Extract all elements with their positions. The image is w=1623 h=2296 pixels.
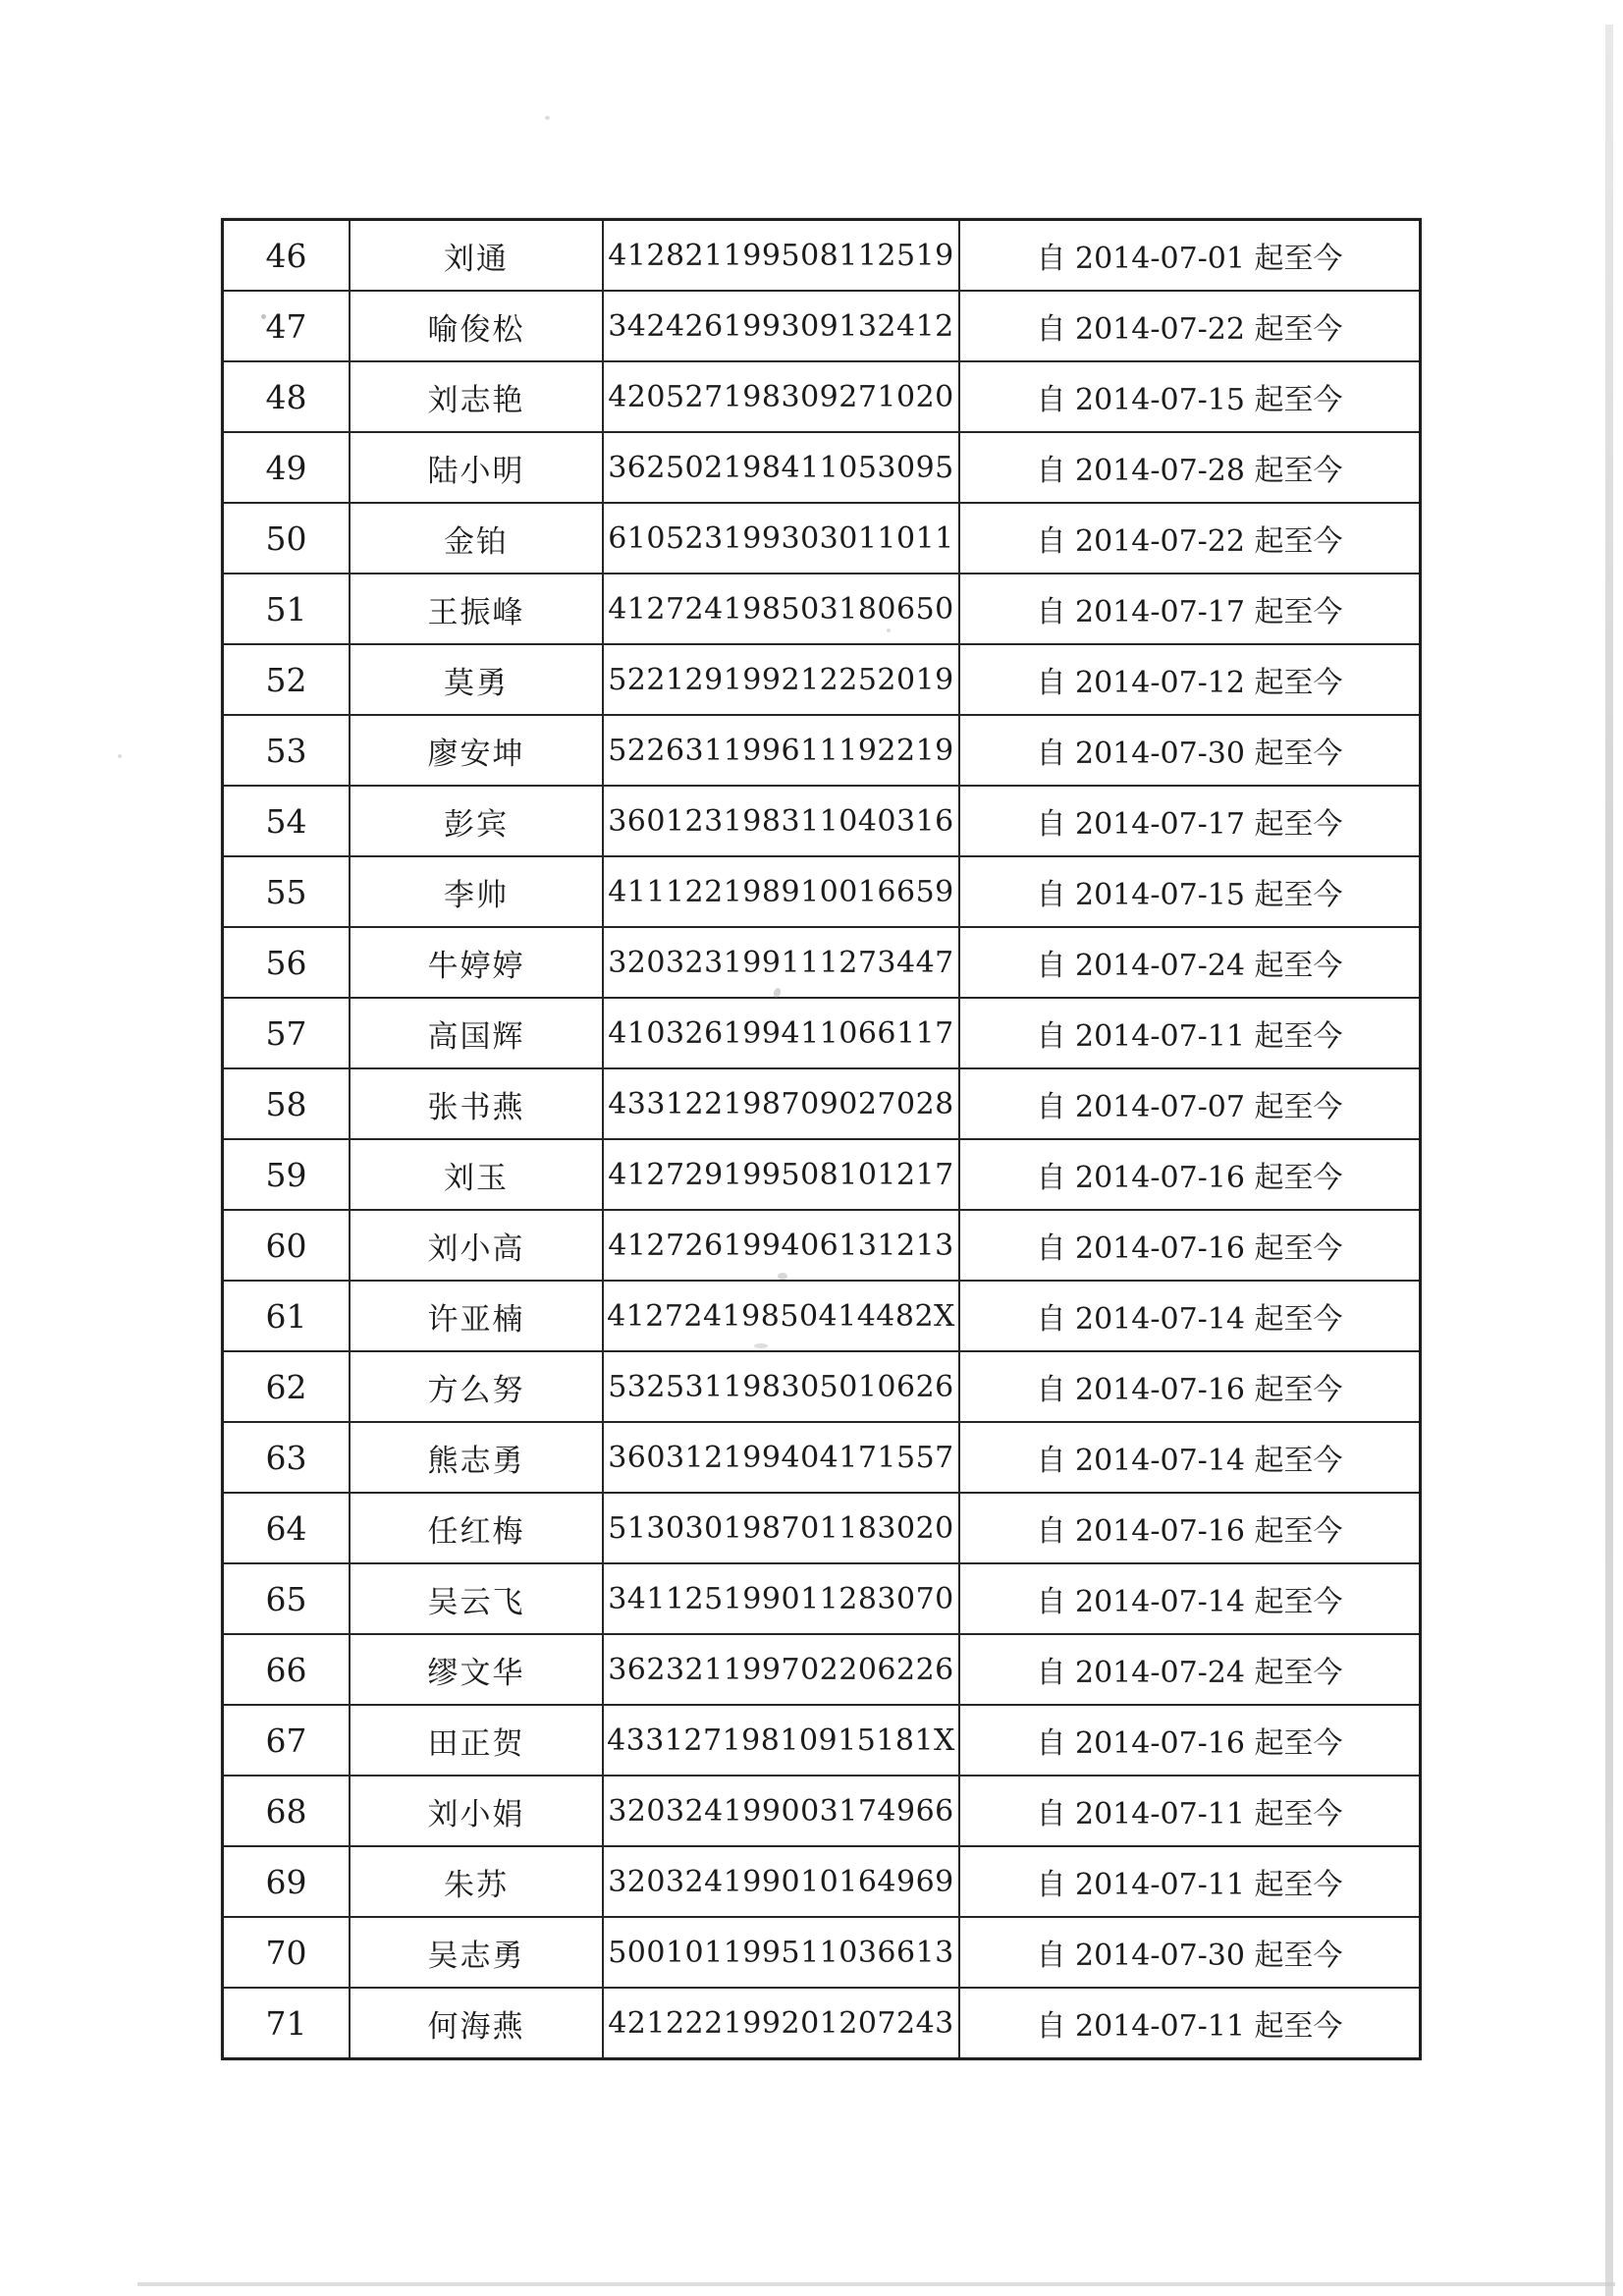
- id-number-cell: 41272419850414482X: [602, 1282, 958, 1350]
- name-cell: 陆小明: [349, 433, 602, 502]
- name-cell: 刘通: [349, 221, 602, 290]
- period-cell: 自 2014-07-16 起至今: [958, 1494, 1419, 1562]
- period-cell: 自 2014-07-07 起至今: [958, 1069, 1419, 1138]
- id-number-cell: 320323199111273447: [602, 928, 958, 997]
- name-cell: 喻俊松: [349, 292, 602, 360]
- table-row: [224, 431, 1419, 502]
- period-cell: 自 2014-07-24 起至今: [958, 1635, 1419, 1704]
- name-cell: 田正贺: [349, 1706, 602, 1775]
- row-number-cell: 51: [265, 589, 307, 629]
- row-number-cell: 54: [265, 801, 307, 841]
- id-number-cell: 360123198311040316: [602, 787, 958, 855]
- period-cell: 自 2014-07-22 起至今: [958, 292, 1419, 360]
- name-cell: 任红梅: [349, 1494, 602, 1562]
- id-number-cell: 420527198309271020: [602, 362, 958, 431]
- id-number-cell: 320324199003174966: [602, 1777, 958, 1845]
- period-cell: 自 2014-07-15 起至今: [958, 362, 1419, 431]
- name-cell: 熊志勇: [349, 1423, 602, 1492]
- period-cell: 自 2014-07-16 起至今: [958, 1352, 1419, 1421]
- period-cell: 自 2014-07-22 起至今: [958, 504, 1419, 573]
- row-number-cell: 56: [265, 943, 307, 982]
- row-number-cell: 57: [265, 1013, 307, 1053]
- id-number-cell: 532531198305010626: [602, 1352, 958, 1421]
- period-cell: 自 2014-07-30 起至今: [958, 716, 1419, 785]
- table-row: [224, 1704, 1419, 1775]
- row-number-cell: 53: [265, 731, 307, 770]
- table-row: [224, 1562, 1419, 1633]
- row-number-cell: 46: [265, 236, 307, 275]
- table-row: [224, 855, 1419, 926]
- name-cell: 莫勇: [349, 645, 602, 714]
- table-row: [224, 1209, 1419, 1280]
- id-number-cell: 433122198709027028: [602, 1069, 958, 1138]
- id-number-cell: 522129199212252019: [602, 645, 958, 714]
- id-number-cell: 360312199404171557: [602, 1423, 958, 1492]
- scan-speckle: [778, 1273, 787, 1280]
- table-row: [224, 1350, 1419, 1421]
- table-row: [224, 1633, 1419, 1704]
- period-cell: 自 2014-07-16 起至今: [958, 1706, 1419, 1775]
- name-cell: 廖安坤: [349, 716, 602, 785]
- name-cell: 李帅: [349, 857, 602, 926]
- row-number-cell: 69: [265, 1862, 307, 1901]
- table-row: [224, 573, 1419, 643]
- table-row: [224, 221, 1419, 290]
- scan-speckle: [887, 629, 891, 632]
- table-row: [224, 290, 1419, 360]
- row-number-cell: 59: [265, 1155, 307, 1194]
- table-row: [224, 1138, 1419, 1209]
- row-number-cell: 70: [265, 1933, 307, 1972]
- period-cell: 自 2014-07-11 起至今: [958, 1847, 1419, 1916]
- name-cell: 王振峰: [349, 574, 602, 643]
- id-number-cell: 43312719810915181X: [602, 1706, 958, 1775]
- name-cell: 牛婷婷: [349, 928, 602, 997]
- period-cell: 自 2014-07-28 起至今: [958, 433, 1419, 502]
- name-cell: 方么努: [349, 1352, 602, 1421]
- period-cell: 自 2014-07-17 起至今: [958, 787, 1419, 855]
- row-number-cell: 48: [265, 377, 307, 416]
- roster-table: [221, 218, 1422, 2060]
- table-row: [224, 785, 1419, 855]
- id-number-cell: 522631199611192219: [602, 716, 958, 785]
- id-number-cell: 362321199702206226: [602, 1635, 958, 1704]
- id-number-cell: 412729199508101217: [602, 1140, 958, 1209]
- id-number-cell: 500101199511036613: [602, 1918, 958, 1987]
- row-number-cell: 62: [265, 1367, 307, 1406]
- name-cell: 高国辉: [349, 999, 602, 1067]
- period-cell: 自 2014-07-16 起至今: [958, 1211, 1419, 1280]
- id-number-cell: 342426199309132412: [602, 292, 958, 360]
- id-number-cell: 410326199411066117: [602, 999, 958, 1067]
- table-row: [224, 1845, 1419, 1916]
- id-number-cell: 412726199406131213: [602, 1211, 958, 1280]
- row-number-cell: 67: [265, 1721, 307, 1760]
- name-cell: 缪文华: [349, 1635, 602, 1704]
- name-cell: 朱苏: [349, 1847, 602, 1916]
- period-cell: 自 2014-07-11 起至今: [958, 1989, 1419, 2057]
- row-number-cell: 61: [265, 1296, 307, 1336]
- table-row: [224, 1775, 1419, 1845]
- row-number-cell: 55: [265, 872, 307, 911]
- period-cell: 自 2014-07-17 起至今: [958, 574, 1419, 643]
- period-cell: 自 2014-07-11 起至今: [958, 999, 1419, 1067]
- table-row: [224, 1987, 1419, 2057]
- table-row: [224, 714, 1419, 785]
- period-cell: 自 2014-07-24 起至今: [958, 928, 1419, 997]
- row-number-cell: 64: [265, 1508, 307, 1548]
- id-number-cell: 411122198910016659: [602, 857, 958, 926]
- scan-speckle: [261, 314, 266, 319]
- row-number-cell: 47: [265, 306, 307, 346]
- row-number-cell: 65: [265, 1579, 307, 1618]
- table-row: [224, 1280, 1419, 1350]
- row-number-cell: 71: [265, 2003, 307, 2043]
- table-row: [224, 1421, 1419, 1492]
- id-number-cell: 362502198411053095: [602, 433, 958, 502]
- period-cell: 自 2014-07-30 起至今: [958, 1918, 1419, 1987]
- table-row: [224, 643, 1419, 714]
- table-row: [224, 1067, 1419, 1138]
- id-number-cell: 610523199303011011: [602, 504, 958, 573]
- name-cell: 刘小高: [349, 1211, 602, 1280]
- period-cell: 自 2014-07-14 起至今: [958, 1282, 1419, 1350]
- row-number-cell: 60: [265, 1226, 307, 1265]
- scan-speckle: [545, 116, 550, 120]
- period-cell: 自 2014-07-16 起至今: [958, 1140, 1419, 1209]
- table-row: [224, 502, 1419, 573]
- name-cell: 何海燕: [349, 1989, 602, 2057]
- period-cell: 自 2014-07-12 起至今: [958, 645, 1419, 714]
- row-number-cell: 49: [265, 448, 307, 487]
- row-number-cell: 68: [265, 1791, 307, 1831]
- row-number-cell: 52: [265, 660, 307, 699]
- row-number-cell: 50: [265, 519, 307, 558]
- name-cell: 彭宾: [349, 787, 602, 855]
- id-number-cell: 412821199508112519: [602, 221, 958, 290]
- table-row: [224, 1916, 1419, 1987]
- period-cell: 自 2014-07-15 起至今: [958, 857, 1419, 926]
- name-cell: 许亚楠: [349, 1282, 602, 1350]
- period-cell: 自 2014-07-11 起至今: [958, 1777, 1419, 1845]
- name-cell: 吴志勇: [349, 1918, 602, 1987]
- name-cell: 张书燕: [349, 1069, 602, 1138]
- period-cell: 自 2014-07-14 起至今: [958, 1423, 1419, 1492]
- name-cell: 金铂: [349, 504, 602, 573]
- table-row: [224, 997, 1419, 1067]
- period-cell: 自 2014-07-14 起至今: [958, 1564, 1419, 1633]
- scan-edge-shadow-bottom: [137, 2282, 1615, 2286]
- id-number-cell: 412724198503180650: [602, 574, 958, 643]
- name-cell: 刘志艳: [349, 362, 602, 431]
- scan-edge-shadow-right: [1605, 25, 1613, 2296]
- id-number-cell: 421222199201207243: [602, 1989, 958, 2057]
- table-row: [224, 1492, 1419, 1562]
- id-number-cell: 341125199011283070: [602, 1564, 958, 1633]
- scan-speckle: [118, 754, 122, 758]
- id-number-cell: 513030198701183020: [602, 1494, 958, 1562]
- name-cell: 刘玉: [349, 1140, 602, 1209]
- name-cell: 刘小娟: [349, 1777, 602, 1845]
- id-number-cell: 320324199010164969: [602, 1847, 958, 1916]
- row-number-cell: 66: [265, 1650, 307, 1689]
- table-row: [224, 360, 1419, 431]
- row-number-cell: 58: [265, 1084, 307, 1123]
- name-cell: 吴云飞: [349, 1564, 602, 1633]
- table-row: [224, 926, 1419, 997]
- period-cell: 自 2014-07-01 起至今: [958, 221, 1419, 290]
- row-number-cell: 63: [265, 1438, 307, 1477]
- scan-speckle: [754, 1343, 768, 1348]
